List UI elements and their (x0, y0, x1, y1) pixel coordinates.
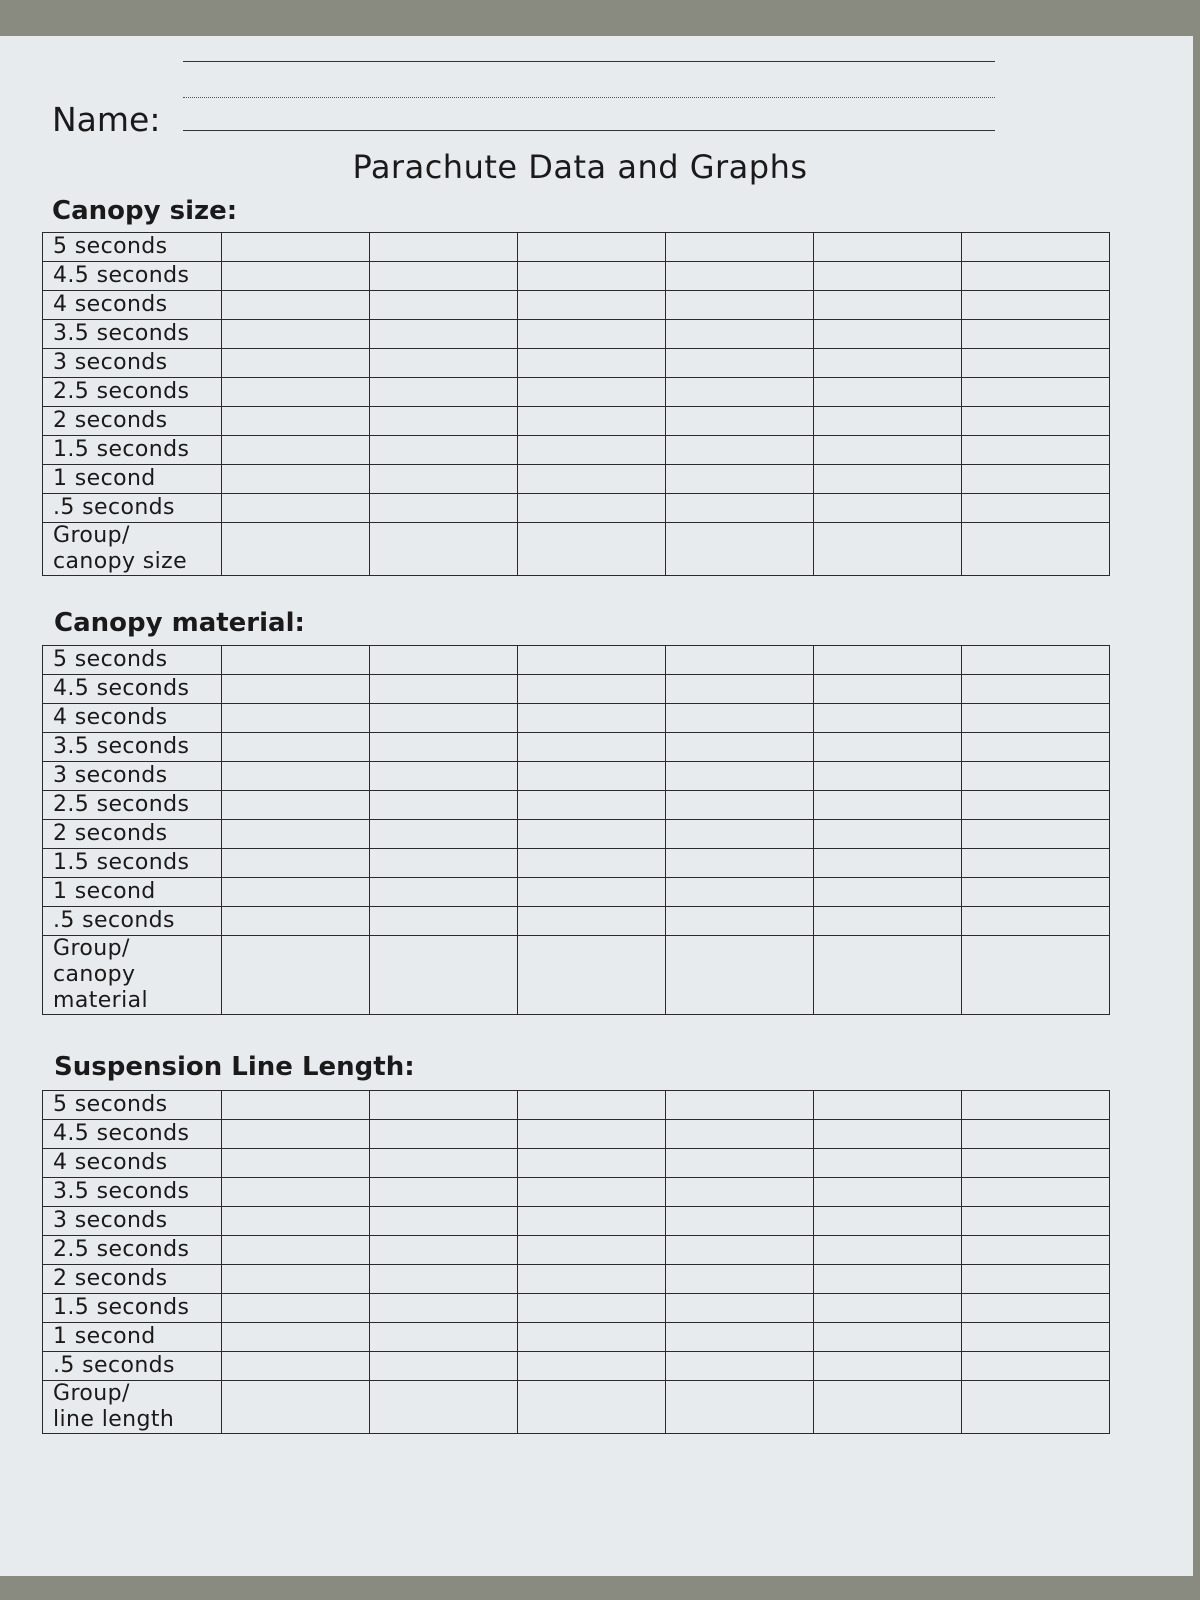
data-cell[interactable] (814, 1149, 962, 1178)
table-row (43, 378, 1110, 407)
data-cell[interactable] (666, 1265, 814, 1294)
data-cell[interactable] (962, 820, 1110, 849)
data-cell[interactable] (370, 1091, 518, 1120)
data-cell[interactable] (962, 733, 1110, 762)
data-cell[interactable] (370, 1149, 518, 1178)
data-cell[interactable] (666, 675, 814, 704)
data-cell[interactable] (962, 907, 1110, 936)
data-cell[interactable] (518, 675, 666, 704)
data-cell[interactable] (370, 378, 518, 407)
row-label: 5 seconds (43, 646, 222, 675)
data-cell[interactable] (518, 762, 666, 791)
data-cell[interactable] (814, 646, 962, 675)
group-row (43, 1381, 1110, 1434)
data-cell[interactable] (814, 1294, 962, 1323)
table-row (43, 1207, 1110, 1236)
data-cell[interactable] (666, 646, 814, 675)
section-heading-suspension-line-length: Suspension Line Length: (54, 1052, 415, 1082)
data-cell[interactable] (962, 762, 1110, 791)
row-label: 2.5 seconds (43, 378, 222, 407)
data-cell[interactable] (962, 849, 1110, 878)
data-cell[interactable] (518, 1120, 666, 1149)
row-label: 1 second (43, 465, 222, 494)
group-cell[interactable] (666, 1381, 814, 1434)
data-cell[interactable] (518, 733, 666, 762)
data-cell[interactable] (962, 291, 1110, 320)
row-label: 5 seconds (43, 1091, 222, 1120)
table-row (43, 646, 1110, 675)
data-cell[interactable] (962, 878, 1110, 907)
group-label-line: material (53, 988, 149, 1013)
data-cell[interactable] (814, 1178, 962, 1207)
data-cell[interactable] (370, 291, 518, 320)
group-cell[interactable] (666, 523, 814, 576)
data-cell[interactable] (518, 262, 666, 291)
data-cell[interactable] (222, 791, 370, 820)
row-label: 1.5 seconds (43, 849, 222, 878)
table-row (43, 791, 1110, 820)
group-cell[interactable] (370, 936, 518, 1015)
group-cell[interactable] (666, 936, 814, 1015)
group-cell[interactable] (222, 523, 370, 576)
data-cell[interactable] (518, 1294, 666, 1323)
data-cell[interactable] (814, 320, 962, 349)
table-row (43, 1149, 1110, 1178)
data-cell[interactable] (370, 465, 518, 494)
section-heading-canopy-material: Canopy material: (54, 608, 305, 638)
table-row (43, 878, 1110, 907)
data-cell[interactable] (666, 436, 814, 465)
data-cell[interactable] (518, 1323, 666, 1352)
page-title: Parachute Data and Graphs (352, 148, 808, 186)
data-cell[interactable] (370, 1236, 518, 1265)
group-label-line: Group/ (53, 523, 130, 548)
data-cell[interactable] (222, 1120, 370, 1149)
row-label: 1.5 seconds (43, 436, 222, 465)
data-cell[interactable] (518, 704, 666, 733)
table-row (43, 465, 1110, 494)
group-cell[interactable] (370, 1381, 518, 1434)
data-cell[interactable] (222, 349, 370, 378)
group-label-line: Group/ (53, 1381, 130, 1406)
group-label-line: canopy size (53, 549, 188, 574)
data-cell[interactable] (666, 1207, 814, 1236)
data-cell[interactable] (518, 646, 666, 675)
data-cell[interactable] (222, 436, 370, 465)
data-cell[interactable] (814, 233, 962, 262)
data-cell[interactable] (370, 320, 518, 349)
row-label: 1 second (43, 1323, 222, 1352)
data-cell[interactable] (222, 704, 370, 733)
data-cell[interactable] (222, 465, 370, 494)
data-cell[interactable] (814, 762, 962, 791)
data-cell[interactable] (666, 407, 814, 436)
data-cell[interactable] (518, 349, 666, 378)
data-cell[interactable] (370, 1207, 518, 1236)
data-cell[interactable] (370, 878, 518, 907)
data-cell[interactable] (814, 436, 962, 465)
data-cell[interactable] (222, 378, 370, 407)
data-cell[interactable] (222, 1236, 370, 1265)
data-cell[interactable] (518, 407, 666, 436)
group-cell[interactable] (518, 1381, 666, 1434)
table-row (43, 320, 1110, 349)
data-cell[interactable] (370, 762, 518, 791)
data-cell[interactable] (666, 878, 814, 907)
name-line-top (183, 61, 995, 62)
data-cell[interactable] (666, 1294, 814, 1323)
data-cell[interactable] (814, 1207, 962, 1236)
table-row (43, 820, 1110, 849)
data-cell[interactable] (666, 349, 814, 378)
data-cell[interactable] (222, 407, 370, 436)
group-cell[interactable] (518, 936, 666, 1015)
data-cell[interactable] (814, 675, 962, 704)
data-cell[interactable] (814, 378, 962, 407)
data-cell[interactable] (962, 1207, 1110, 1236)
data-cell[interactable] (518, 436, 666, 465)
section-heading-canopy-size: Canopy size: (52, 196, 238, 226)
data-cell[interactable] (518, 1091, 666, 1120)
data-cell[interactable] (666, 1178, 814, 1207)
data-cell[interactable] (666, 733, 814, 762)
data-cell[interactable] (814, 1120, 962, 1149)
name-line-dotted (183, 97, 995, 98)
row-label: 3.5 seconds (43, 320, 222, 349)
data-cell[interactable] (666, 820, 814, 849)
row-label: 2 seconds (43, 1265, 222, 1294)
data-cell[interactable] (518, 849, 666, 878)
data-cell[interactable] (370, 849, 518, 878)
name-label: Name: (52, 100, 161, 139)
data-cell[interactable] (666, 762, 814, 791)
row-label: 1.5 seconds (43, 1294, 222, 1323)
data-cell[interactable] (666, 233, 814, 262)
data-cell[interactable] (814, 1265, 962, 1294)
group-row (43, 523, 1110, 576)
data-cell[interactable] (370, 1294, 518, 1323)
data-cell[interactable] (370, 1178, 518, 1207)
table-row (43, 675, 1110, 704)
data-cell[interactable] (518, 1265, 666, 1294)
data-cell[interactable] (962, 1352, 1110, 1381)
data-cell[interactable] (962, 791, 1110, 820)
data-cell[interactable] (666, 1091, 814, 1120)
data-cell[interactable] (518, 494, 666, 523)
data-cell[interactable] (666, 378, 814, 407)
row-label: 3.5 seconds (43, 1178, 222, 1207)
data-cell[interactable] (814, 704, 962, 733)
data-cell[interactable] (370, 1323, 518, 1352)
data-cell[interactable] (518, 1207, 666, 1236)
data-cell[interactable] (370, 436, 518, 465)
data-cell[interactable] (518, 291, 666, 320)
data-cell[interactable] (370, 407, 518, 436)
data-cell[interactable] (222, 675, 370, 704)
data-cell[interactable] (962, 646, 1110, 675)
data-cell[interactable] (666, 704, 814, 733)
data-cell[interactable] (814, 878, 962, 907)
data-cell[interactable] (814, 907, 962, 936)
row-label: .5 seconds (43, 494, 222, 523)
table-row (43, 704, 1110, 733)
data-cell[interactable] (370, 233, 518, 262)
group-cell[interactable] (962, 936, 1110, 1015)
data-cell[interactable] (962, 1323, 1110, 1352)
data-cell[interactable] (222, 320, 370, 349)
data-cell[interactable] (518, 1352, 666, 1381)
data-cell[interactable] (962, 262, 1110, 291)
row-label: 2 seconds (43, 820, 222, 849)
data-cell[interactable] (814, 1323, 962, 1352)
table-row (43, 1294, 1110, 1323)
group-label (43, 523, 222, 576)
data-cell[interactable] (222, 291, 370, 320)
group-label-line: line length (53, 1407, 175, 1432)
data-cell[interactable] (222, 849, 370, 878)
data-cell[interactable] (962, 1265, 1110, 1294)
data-cell[interactable] (814, 791, 962, 820)
group-label-line: Group/ (53, 936, 130, 961)
data-cell[interactable] (222, 1265, 370, 1294)
table-row (43, 494, 1110, 523)
data-cell[interactable] (962, 1236, 1110, 1265)
row-label: 4 seconds (43, 291, 222, 320)
data-cell[interactable] (518, 233, 666, 262)
data-cell[interactable] (666, 291, 814, 320)
data-cell[interactable] (518, 1178, 666, 1207)
data-cell[interactable] (518, 1149, 666, 1178)
data-cell[interactable] (222, 494, 370, 523)
data-cell[interactable] (962, 1178, 1110, 1207)
table-row (43, 1120, 1110, 1149)
data-cell[interactable] (962, 1149, 1110, 1178)
group-cell[interactable] (518, 523, 666, 576)
row-label: 2.5 seconds (43, 791, 222, 820)
data-cell[interactable] (518, 878, 666, 907)
data-cell[interactable] (666, 1323, 814, 1352)
data-cell[interactable] (814, 291, 962, 320)
data-cell[interactable] (370, 349, 518, 378)
data-cell[interactable] (666, 791, 814, 820)
data-cell[interactable] (370, 1352, 518, 1381)
data-cell[interactable] (962, 704, 1110, 733)
row-label: 3 seconds (43, 1207, 222, 1236)
data-cell[interactable] (518, 378, 666, 407)
data-cell[interactable] (518, 820, 666, 849)
data-cell[interactable] (962, 407, 1110, 436)
table-row (43, 733, 1110, 762)
group-cell[interactable] (814, 1381, 962, 1434)
data-cell[interactable] (518, 791, 666, 820)
data-cell[interactable] (666, 465, 814, 494)
data-cell[interactable] (962, 320, 1110, 349)
data-cell[interactable] (222, 262, 370, 291)
data-cell[interactable] (222, 762, 370, 791)
group-label-line: canopy (53, 962, 136, 987)
group-cell[interactable] (814, 936, 962, 1015)
row-label: 4.5 seconds (43, 262, 222, 291)
data-cell[interactable] (222, 233, 370, 262)
data-cell[interactable] (962, 349, 1110, 378)
data-cell[interactable] (666, 907, 814, 936)
data-cell[interactable] (962, 1294, 1110, 1323)
data-cell[interactable] (222, 1352, 370, 1381)
group-row (43, 936, 1110, 1015)
group-cell[interactable] (962, 1381, 1110, 1434)
data-cell[interactable] (518, 1236, 666, 1265)
data-cell[interactable] (814, 1236, 962, 1265)
data-cell[interactable] (814, 494, 962, 523)
table-row (43, 262, 1110, 291)
data-cell[interactable] (370, 494, 518, 523)
data-cell[interactable] (222, 907, 370, 936)
data-cell[interactable] (370, 733, 518, 762)
row-label: 3.5 seconds (43, 733, 222, 762)
data-cell[interactable] (222, 646, 370, 675)
data-cell[interactable] (222, 1091, 370, 1120)
data-cell[interactable] (814, 349, 962, 378)
group-cell[interactable] (962, 523, 1110, 576)
data-cell[interactable] (222, 733, 370, 762)
group-cell[interactable] (814, 523, 962, 576)
row-label: .5 seconds (43, 1352, 222, 1381)
table-row (43, 762, 1110, 791)
data-cell[interactable] (518, 465, 666, 494)
data-cell[interactable] (814, 849, 962, 878)
data-cell[interactable] (222, 820, 370, 849)
data-cell[interactable] (814, 1091, 962, 1120)
data-cell[interactable] (370, 704, 518, 733)
row-label: 4.5 seconds (43, 675, 222, 704)
group-cell[interactable] (222, 936, 370, 1015)
suspension-line-table (42, 1090, 1110, 1434)
data-cell[interactable] (666, 849, 814, 878)
data-cell[interactable] (370, 907, 518, 936)
data-cell[interactable] (962, 436, 1110, 465)
canopy-size-table (42, 232, 1110, 576)
table-row (43, 407, 1110, 436)
data-cell[interactable] (370, 646, 518, 675)
data-cell[interactable] (962, 494, 1110, 523)
data-cell[interactable] (962, 675, 1110, 704)
data-cell[interactable] (370, 675, 518, 704)
row-label: .5 seconds (43, 907, 222, 936)
row-label: 3 seconds (43, 762, 222, 791)
data-cell[interactable] (666, 1352, 814, 1381)
group-cell[interactable] (222, 1381, 370, 1434)
data-cell[interactable] (814, 262, 962, 291)
data-cell[interactable] (814, 1352, 962, 1381)
group-label (43, 936, 222, 1015)
table-row (43, 1236, 1110, 1265)
data-cell[interactable] (518, 907, 666, 936)
row-label: 5 seconds (43, 233, 222, 262)
data-cell[interactable] (370, 820, 518, 849)
row-label: 3 seconds (43, 349, 222, 378)
row-label: 4.5 seconds (43, 1120, 222, 1149)
data-cell[interactable] (814, 733, 962, 762)
table-row (43, 849, 1110, 878)
table-row (43, 1178, 1110, 1207)
group-label (43, 1381, 222, 1434)
data-cell[interactable] (370, 1265, 518, 1294)
table-row (43, 1323, 1110, 1352)
data-cell[interactable] (962, 1120, 1110, 1149)
data-cell[interactable] (666, 1236, 814, 1265)
data-cell[interactable] (222, 1294, 370, 1323)
data-cell[interactable] (666, 1149, 814, 1178)
table-row (43, 1265, 1110, 1294)
data-cell[interactable] (518, 320, 666, 349)
data-cell[interactable] (666, 1120, 814, 1149)
data-cell[interactable] (222, 878, 370, 907)
table-row (43, 907, 1110, 936)
data-cell[interactable] (962, 378, 1110, 407)
group-cell[interactable] (370, 523, 518, 576)
data-cell[interactable] (222, 1149, 370, 1178)
data-cell[interactable] (666, 494, 814, 523)
canopy-material-table (42, 645, 1110, 1015)
data-cell[interactable] (222, 1323, 370, 1352)
table-row (43, 1352, 1110, 1381)
data-cell[interactable] (814, 820, 962, 849)
data-cell[interactable] (370, 262, 518, 291)
table-row (43, 349, 1110, 378)
table-row (43, 233, 1110, 262)
name-write-line[interactable] (183, 130, 995, 131)
data-cell[interactable] (666, 320, 814, 349)
table-row (43, 291, 1110, 320)
data-cell[interactable] (962, 1091, 1110, 1120)
data-cell[interactable] (370, 1120, 518, 1149)
row-label: 4 seconds (43, 1149, 222, 1178)
data-cell[interactable] (962, 465, 1110, 494)
table-row (43, 1091, 1110, 1120)
row-label: 1 second (43, 878, 222, 907)
data-cell[interactable] (814, 465, 962, 494)
row-label: 2 seconds (43, 407, 222, 436)
data-cell[interactable] (370, 791, 518, 820)
data-cell[interactable] (962, 233, 1110, 262)
row-label: 2.5 seconds (43, 1236, 222, 1265)
data-cell[interactable] (814, 407, 962, 436)
data-cell[interactable] (222, 1207, 370, 1236)
table-row (43, 436, 1110, 465)
row-label: 4 seconds (43, 704, 222, 733)
data-cell[interactable] (666, 262, 814, 291)
data-cell[interactable] (222, 1178, 370, 1207)
